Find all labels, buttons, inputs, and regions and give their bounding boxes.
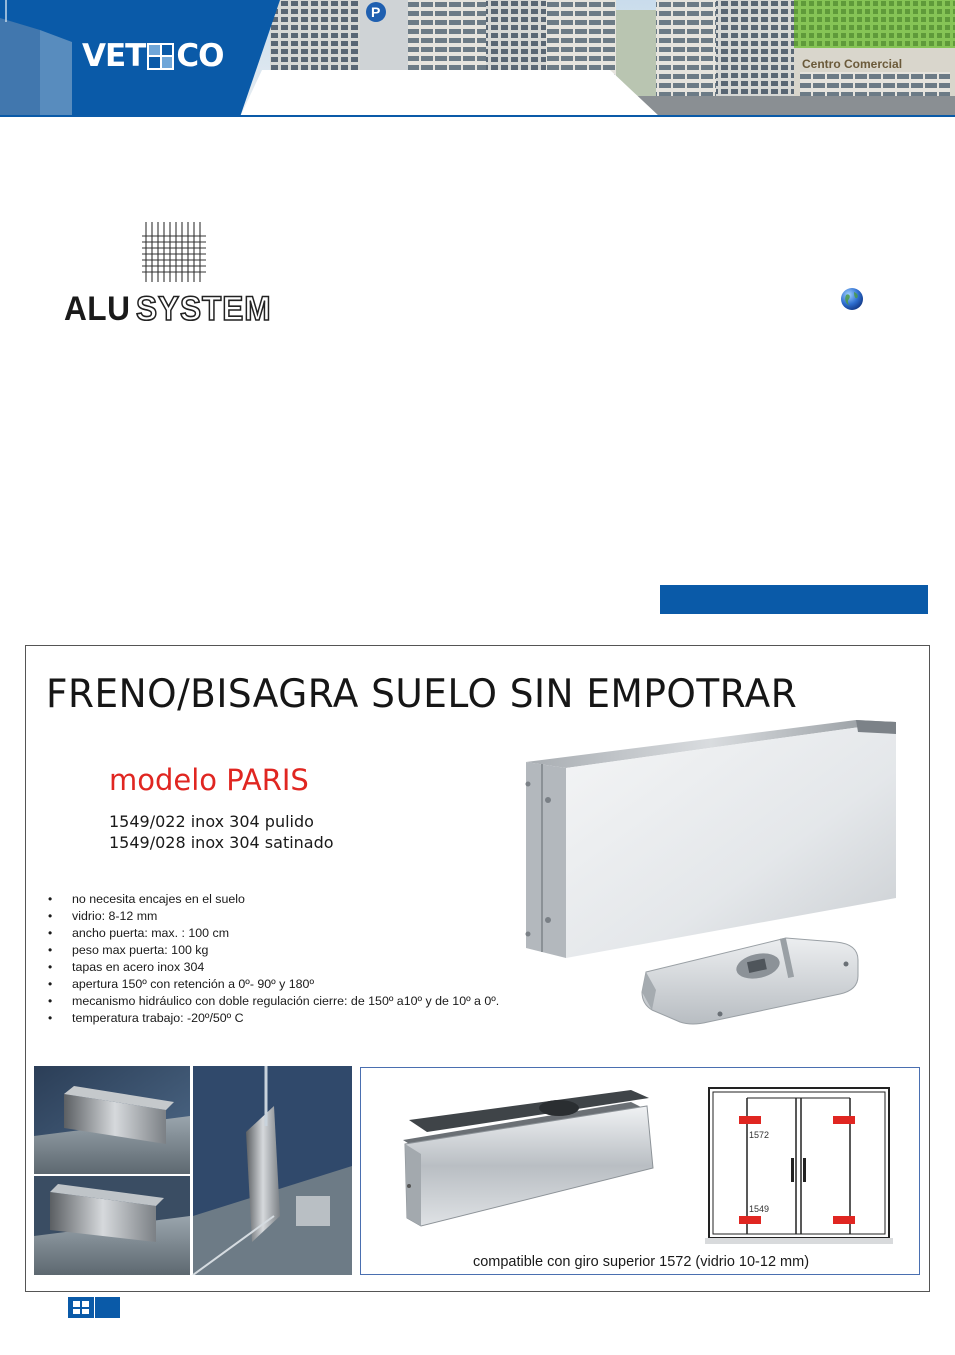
system-word: SYSTEM xyxy=(135,290,272,328)
feature-item: • ancho puerta: max. : 100 cm xyxy=(46,925,499,942)
window-grid-icon xyxy=(68,1297,94,1318)
feature-item: • vidrio: 8-12 mm xyxy=(46,908,499,925)
brand-text-right: CO xyxy=(176,38,224,74)
section-accent-bar xyxy=(660,585,928,614)
reference-line: 1549/028 inox 304 satinado xyxy=(109,833,334,852)
alu-system-wordmark xyxy=(64,292,272,326)
feature-item: • tapas en acero inox 304 xyxy=(46,959,499,976)
feature-item: • temperatura trabajo: -20º/50º C xyxy=(46,1010,499,1027)
centro-comercial-sign: Centro Comercial xyxy=(802,57,903,71)
feature-item: • peso max puerta: 100 kg xyxy=(46,942,499,959)
diagram-label-top: 1572 xyxy=(749,1130,770,1140)
compatibility-illustration xyxy=(361,1068,921,1276)
diagram-label-bottom: 1549 xyxy=(749,1204,770,1214)
alu-system-logo xyxy=(64,220,289,328)
globe-icon[interactable] xyxy=(840,287,864,311)
feature-item: • mecanismo hidráulico con doble regulación cierre: de 150º a10º y de 10º a 0º. xyxy=(46,993,499,1010)
brand-window-icon xyxy=(147,43,174,70)
installation-photos xyxy=(34,1066,352,1275)
feature-list xyxy=(46,891,499,1027)
footer-brand-mark xyxy=(68,1297,120,1318)
vetaco-logo[interactable] xyxy=(82,36,223,76)
footer-blue-block xyxy=(95,1297,120,1318)
feature-item: • apertura 150º con retención a 0º- 90º y 180º xyxy=(46,976,499,993)
page-header xyxy=(0,0,955,117)
svg-text:P: P xyxy=(371,4,381,20)
alu-word: ALU xyxy=(64,290,131,328)
compatibility-caption: compatible con giro superior 1572 (vidrio 10-12 mm) xyxy=(472,1254,810,1270)
model-name: modelo PARIS xyxy=(109,763,309,797)
feature-item: • no necesita encajes en el suelo xyxy=(46,891,499,908)
brand-text-left: VET xyxy=(82,38,146,74)
floor-hinge-product-image xyxy=(496,720,936,1044)
compatibility-panel xyxy=(360,1067,920,1275)
product-title: FRENO/BISAGRA SUELO SIN EMPOTRAR xyxy=(46,672,798,717)
alu-system-grid-icon xyxy=(140,220,210,284)
reference-line: 1549/022 inox 304 pulido xyxy=(109,812,314,831)
header-divider-line xyxy=(0,115,955,117)
product-sheet xyxy=(25,645,930,1292)
